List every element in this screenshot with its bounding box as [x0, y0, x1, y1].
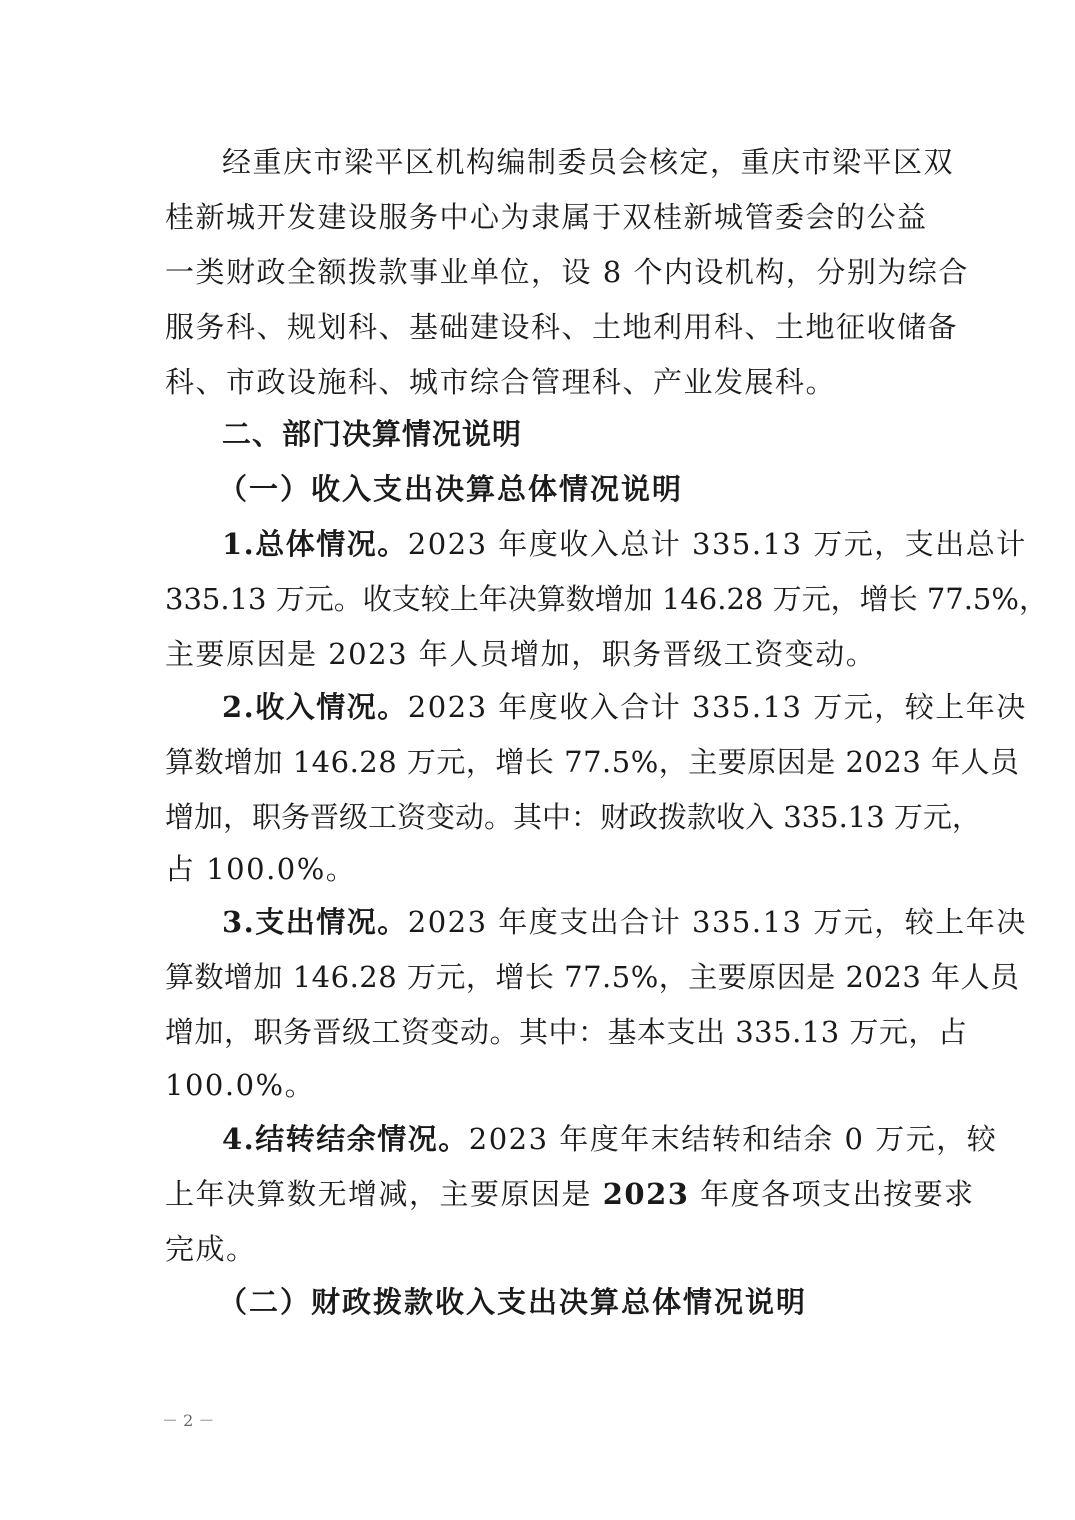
para-1-line-3: 主要原因是 2023 年人员增加，职务晋级工资变动。: [165, 637, 877, 671]
para-2-text: 2023 年度收入合计 335.13 万元，较上年决: [407, 690, 1027, 724]
sub-heading-2: （二）财政拨款收入支出决算总体情况说明: [218, 1285, 808, 1319]
para-1-label: 1.总体情况。: [222, 527, 408, 561]
intro-line-2: 桂新城开发建设服务中心为隶属于双桂新城管委会的公益: [165, 200, 928, 234]
para-3-label: 3.支出情况。: [222, 905, 408, 939]
para-4-text: 2023 年度年末结转和结余 0 万元，较: [468, 1122, 998, 1156]
para-2-label: 2.收入情况。: [222, 690, 408, 724]
para-1-text: 2023 年度收入总计 335.13 万元，支出总计: [407, 527, 1027, 561]
intro-line-3: 一类财政全额拨款事业单位，设 8 个内设机构，分别为综合: [165, 255, 969, 289]
para-2-line-1: [222, 688, 1027, 726]
para-4-text-c: 年度各项支出按要求: [689, 1177, 975, 1211]
para-3-text: 2023 年度支出合计 335.13 万元，较上年决: [407, 905, 1027, 939]
para-4-text-a: 上年决算数无增减，主要原因是: [165, 1177, 603, 1211]
para-3-line-1: [222, 903, 1027, 941]
intro-line-5: 科、市政设施科、城市综合管理科、产业发展科。: [165, 365, 837, 399]
para-4-label: 4.结转结余情况。: [222, 1122, 469, 1156]
para-3-line-4: 100.0%。: [165, 1068, 316, 1102]
para-4-line-3: 完成。: [165, 1232, 257, 1266]
para-3-line-2: 算数增加 146.28 万元，增长 77.5%，主要原因是 2023 年人员: [165, 960, 1020, 994]
para-2-line-4: 占 100.0%。: [165, 852, 357, 886]
para-2-line-3: 增加，职务晋级工资变动。其中：财政拨款收入 335.13 万元，: [165, 800, 981, 834]
para-4-line-1: [222, 1120, 997, 1158]
section-heading: 二、部门决算情况说明: [222, 417, 523, 451]
para-1-line-2: 335.13 万元。收支较上年决算数增加 146.28 万元，增长 77.5%，: [165, 582, 1048, 616]
para-4-line-2: [165, 1175, 975, 1213]
intro-line-4: 服务科、规划科、基础建设科、土地利用科、土地征收储备: [165, 310, 959, 344]
para-2-line-2: 算数增加 146.28 万元，增长 77.5%，主要原因是 2023 年人员: [165, 745, 1020, 779]
para-3-line-3: 增加，职务晋级工资变动。其中：基本支出 335.13 万元，占: [165, 1015, 968, 1049]
intro-line-1: 经重庆市梁平区机构编制委员会核定，重庆市梁平区双: [222, 145, 955, 179]
page-number: － 2 －: [162, 1411, 215, 1430]
para-1-line-1: [222, 525, 1027, 563]
sub-heading-1: （一）收入支出决算总体情况说明: [218, 472, 684, 506]
para-4-year: 2023: [602, 1177, 690, 1211]
